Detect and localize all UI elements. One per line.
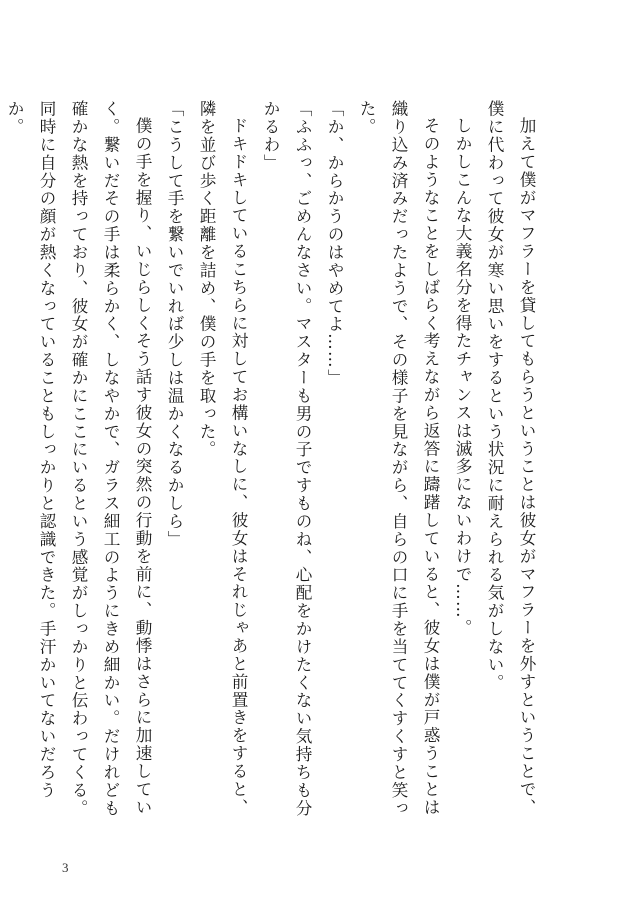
paragraph-4: ドキドキしているこちらに対してお構いなしに、彼女はそれじゃあと前置きをすると、隣を並び歩く距離を詰め、僕の手を取った。 [197, 100, 248, 816]
dialogue-line-1: 「か、からかうのはやめてよ……」 [325, 100, 344, 387]
vertical-text-body [5, 100, 542, 830]
dialogue-line-2: 「ふふっ、ごめんなさい。マスターも男の子ですものね、心配をかけたくない気持ちも分かるわ」 [261, 100, 312, 818]
paragraph-1: 加えて僕がマフラーを貸してもらうということは彼女がマフラーを外すということで、僕に代わって彼女が寒い思いをするという状況に耐えられる気がしない。 [485, 100, 536, 816]
dialogue-line-3: 「こうして手を繋いでいれば少しは温かくなるかしら」 [165, 100, 184, 549]
paragraph-5: 僕の手を握り、いじらしくそう話す彼女の突然の行動を前に、動悸はさらに加速していく。繋いだその手は柔らかく、しなやかで、ガラス細工のようにきめ細かい。だけれども確かな熱を持っており、彼女が確かにここにいるという感覚がしっかりと伝わってくる。同時に自分の顔が熱くなっていることもしっかりと認識できた。手汗かいてないだろうか。 [5, 100, 152, 818]
paragraph-3: そのようなことをしばらく考えながら返答に躊躇していると、彼女は僕が戸惑うことは織り込み済みだったようで、その様子を見ながら、自らの口に手を当ててくすくすと笑った。 [357, 100, 440, 818]
paragraph-2: しかしこんな大義名分を得たチャンスは滅多にないわけで……。 [453, 116, 472, 637]
page-number: 3 [62, 860, 69, 875]
